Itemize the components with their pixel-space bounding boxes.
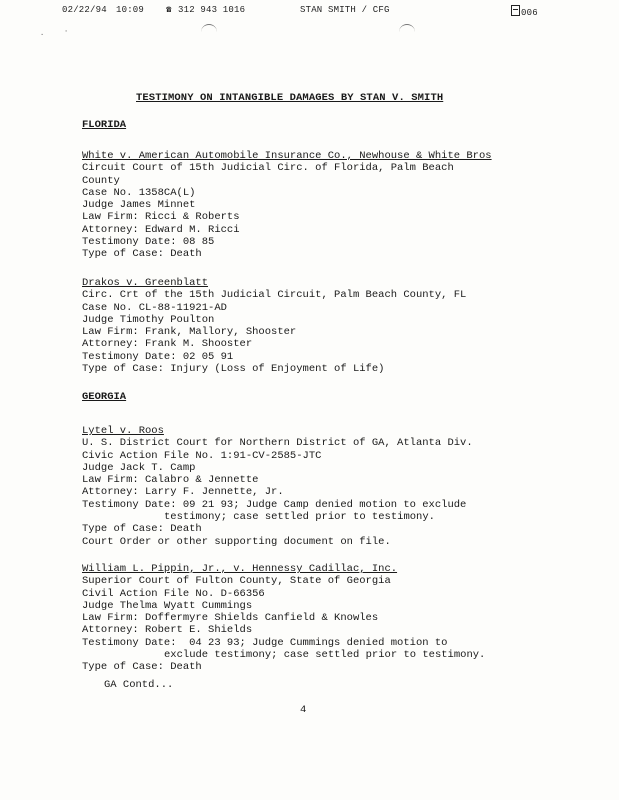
case-line-continuation: testimony; case settled prior to testimony.	[164, 511, 435, 524]
case-line: Court Order or other supporting document on file.	[82, 535, 391, 548]
fax-time: 10:09	[116, 5, 145, 15]
case-entry	[82, 150, 492, 261]
case-line: Type of Case: Death	[82, 661, 202, 674]
case-line: Law Firm: Frank, Mallory, Shooster	[82, 326, 297, 339]
case-line: Case No. CL-88-11921-AD	[82, 301, 227, 314]
case-line: Testimony Date: 09 21 93; Judge Camp denied motion to exclude	[82, 498, 467, 511]
case-line: Law Firm: Ricci & Roberts	[82, 211, 240, 224]
state-heading-georgia: GEORGIA	[82, 391, 127, 403]
case-line: Attorney: Robert E. Shields	[82, 624, 253, 637]
phone-icon: ☎	[166, 5, 172, 15]
fax-sender: STAN SMITH / CFG	[300, 5, 390, 15]
case-entry	[82, 425, 473, 548]
scan-speck: ·	[64, 28, 69, 36]
case-line: Civic Action File No. 1:91-CV-2585-JTC	[82, 449, 322, 462]
case-line: Judge Timothy Poulton	[82, 313, 215, 326]
case-entry	[82, 277, 466, 375]
document-icon	[511, 5, 520, 16]
case-line: Testimony Date: 04 23 93; Judge Cummings denied motion to	[82, 636, 448, 649]
case-line: Type of Case: Death	[82, 523, 202, 536]
case-line: Testimony Date: 02 05 91	[82, 350, 234, 363]
scan-speck: .	[40, 30, 45, 38]
case-line: Circ. Crt of the 15th Judicial Circuit, Palm Beach County, FL	[82, 289, 467, 302]
state-heading-florida: FLORIDA	[82, 119, 127, 131]
case-line: U. S. District Court for Northern District of GA, Atlanta Div.	[82, 437, 473, 450]
case-line: Superior Court of Fulton County, State of Georgia	[82, 575, 391, 588]
case-line: Attorney: Frank M. Shooster	[82, 338, 253, 351]
case-title: Lytel v. Roos	[82, 425, 164, 437]
case-line: Attorney: Edward M. Ricci	[82, 223, 240, 236]
case-line: Civil Action File No. D-66356	[82, 587, 265, 600]
case-line: Type of Case: Injury (Loss of Enjoyment of Life)	[82, 363, 385, 376]
case-title: William L. Pippin, Jr., v. Hennessy Cadillac, Inc.	[82, 563, 398, 575]
case-line: Attorney: Larry F. Jennette, Jr.	[82, 486, 284, 499]
case-line: Judge James Minnet	[82, 199, 196, 212]
case-line: Testimony Date: 08 85	[82, 236, 215, 249]
case-line: Case No. 1358CA(L)	[82, 186, 196, 199]
case-title: White v. American Automobile Insurance Co., Newhouse & White Bros	[82, 150, 492, 162]
case-entry	[82, 563, 485, 674]
case-line: Law Firm: Doffermyre Shields Canfield & Knowles	[82, 612, 379, 625]
case-line: Law Firm: Calabro & Jennette	[82, 474, 259, 487]
fax-page-number: 006	[521, 8, 538, 18]
punch-hole-mark	[201, 24, 217, 33]
case-line: Judge Jack T. Camp	[82, 461, 196, 474]
case-line: County	[82, 174, 120, 187]
page-number: 4	[300, 704, 307, 716]
case-line: Circuit Court of 15th Judicial Circ. of Florida, Palm Beach	[82, 162, 454, 175]
fax-date: 02/22/94	[62, 5, 107, 15]
fax-page-label	[511, 5, 538, 18]
continued-note: GA Contd...	[104, 679, 174, 691]
case-line-continuation: exclude testimony; case settled prior to testimony.	[164, 649, 486, 662]
document-title: TESTIMONY ON INTANGIBLE DAMAGES BY STAN V. SMITH	[136, 92, 444, 104]
case-line: Judge Thelma Wyatt Cummings	[82, 599, 253, 612]
punch-hole-mark	[399, 24, 415, 33]
case-title: Drakos v. Greenblatt	[82, 277, 209, 289]
fax-phone: 312 943 1016	[178, 5, 246, 15]
case-line: Type of Case: Death	[82, 248, 202, 261]
